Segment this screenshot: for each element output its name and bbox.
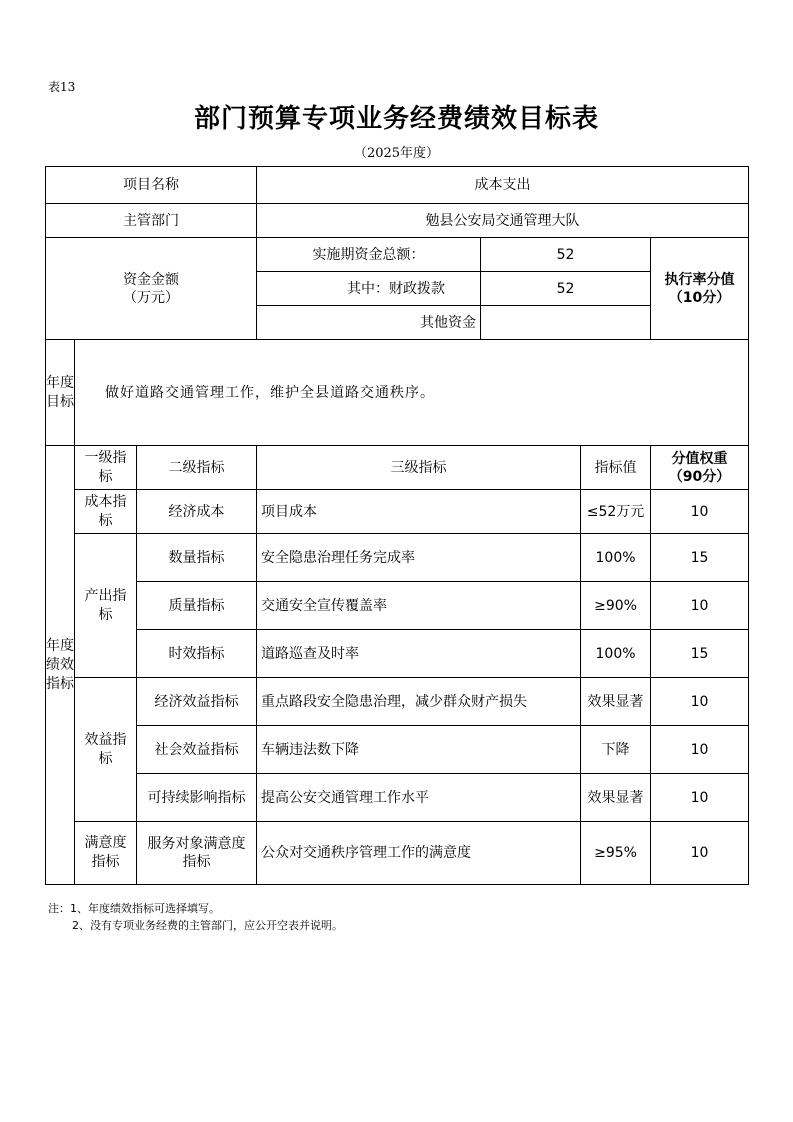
annual-goal-row [46, 340, 749, 446]
project-value: 成本支出 [257, 167, 749, 204]
funds-fiscal-label: 其中：财政拨款 [257, 272, 481, 306]
indicator-value: 100% [581, 534, 651, 582]
funds-fiscal-value: 52 [481, 272, 651, 306]
indicator-weight: 15 [651, 534, 749, 582]
indicator-row [46, 726, 749, 774]
indicator-weight: 10 [651, 774, 749, 822]
footnote-2: 2、没有专项业务经费的主管部门，应公开空表并说明。 [72, 919, 343, 932]
indicator-row [46, 774, 749, 822]
indicator-level2: 经济成本 [137, 490, 257, 534]
indicator-value: 下降 [581, 726, 651, 774]
header-weight-line1: 分值权重 [671, 450, 728, 467]
indicator-level3: 提高公安交通管理工作水平 [257, 774, 581, 822]
indicator-level3: 交通安全宣传覆盖率 [257, 582, 581, 630]
funds-total-value: 52 [481, 238, 651, 272]
indicator-level3: 车辆违法数下降 [257, 726, 581, 774]
funds-label-line1: 资金金额 [123, 271, 180, 288]
indicator-level2: 时效指标 [137, 630, 257, 678]
indicator-value: ≤52万元 [581, 490, 651, 534]
indicator-value: ≥95% [581, 822, 651, 885]
year-subtitle: （2025年度） [353, 146, 440, 161]
execution-score-line1: 执行率分值 [664, 271, 735, 288]
header-weight [651, 446, 749, 490]
indicator-row [46, 534, 749, 582]
table-number: 表13 [48, 80, 76, 94]
indicator-side-label: 年度绩效指标 [46, 446, 75, 885]
indicator-level3: 重点路段安全隐患治理，减少群众财产损失 [257, 678, 581, 726]
group-cost-label: 成本指标 [75, 490, 137, 534]
dept-value: 勉县公安局交通管理大队 [257, 204, 749, 238]
funds-other-label: 其他资金 [257, 306, 481, 340]
indicator-level2: 服务对象满意度指标 [137, 822, 257, 885]
indicator-level2: 可持续影响指标 [137, 774, 257, 822]
project-label: 项目名称 [46, 167, 257, 204]
funds-label [46, 238, 257, 340]
indicator-row [46, 582, 749, 630]
indicator-value: 100% [581, 630, 651, 678]
indicator-level2: 社会效益指标 [137, 726, 257, 774]
execution-score-line2: （10分） [668, 289, 731, 306]
header-level3: 三级指标 [257, 446, 581, 490]
page-title: 部门预算专项业务经费绩效目标表 [193, 104, 599, 134]
funds-other-value [481, 306, 651, 340]
performance-target-table [45, 166, 749, 885]
annual-goal-label: 年度目标 [46, 340, 75, 446]
indicator-level3: 项目成本 [257, 490, 581, 534]
indicator-value: ≥90% [581, 582, 651, 630]
group-benefit-label: 效益指标 [75, 678, 137, 822]
annual-goal-text: 做好道路交通管理工作，维护全县道路交通秩序。 [75, 340, 749, 446]
indicator-value: 效果显著 [581, 774, 651, 822]
indicator-weight: 10 [651, 726, 749, 774]
indicator-row [46, 630, 749, 678]
indicator-header-row [46, 446, 749, 490]
indicator-weight: 15 [651, 630, 749, 678]
indicator-value: 效果显著 [581, 678, 651, 726]
indicator-level3: 公众对交通秩序管理工作的满意度 [257, 822, 581, 885]
group-satisfaction-label: 满意度指标 [75, 822, 137, 885]
indicator-row [46, 678, 749, 726]
funds-total-label: 实施期资金总额： [257, 238, 481, 272]
funds-label-line2: （万元） [123, 289, 180, 306]
header-value: 指标值 [581, 446, 651, 490]
group-output-label: 产出指标 [75, 534, 137, 678]
indicator-row [46, 822, 749, 885]
funds-total-row [46, 238, 749, 272]
indicator-weight: 10 [651, 490, 749, 534]
indicator-weight: 10 [651, 678, 749, 726]
indicator-level2: 数量指标 [137, 534, 257, 582]
execution-score [651, 238, 749, 340]
footnotes [48, 900, 343, 934]
indicator-row [46, 490, 749, 534]
footnote-1: 注：1、年度绩效指标可选择填写。 [48, 902, 220, 915]
header-level1: 一级指标 [75, 446, 137, 490]
indicator-weight: 10 [651, 822, 749, 885]
dept-label: 主管部门 [46, 204, 257, 238]
indicator-level2: 质量指标 [137, 582, 257, 630]
indicator-weight: 10 [651, 582, 749, 630]
indicator-level3: 道路巡查及时率 [257, 630, 581, 678]
header-level2: 二级指标 [137, 446, 257, 490]
project-row [46, 167, 749, 204]
indicator-level3: 安全隐患治理任务完成率 [257, 534, 581, 582]
dept-row [46, 204, 749, 238]
header-weight-line2: （90分） [668, 468, 731, 485]
indicator-level2: 经济效益指标 [137, 678, 257, 726]
